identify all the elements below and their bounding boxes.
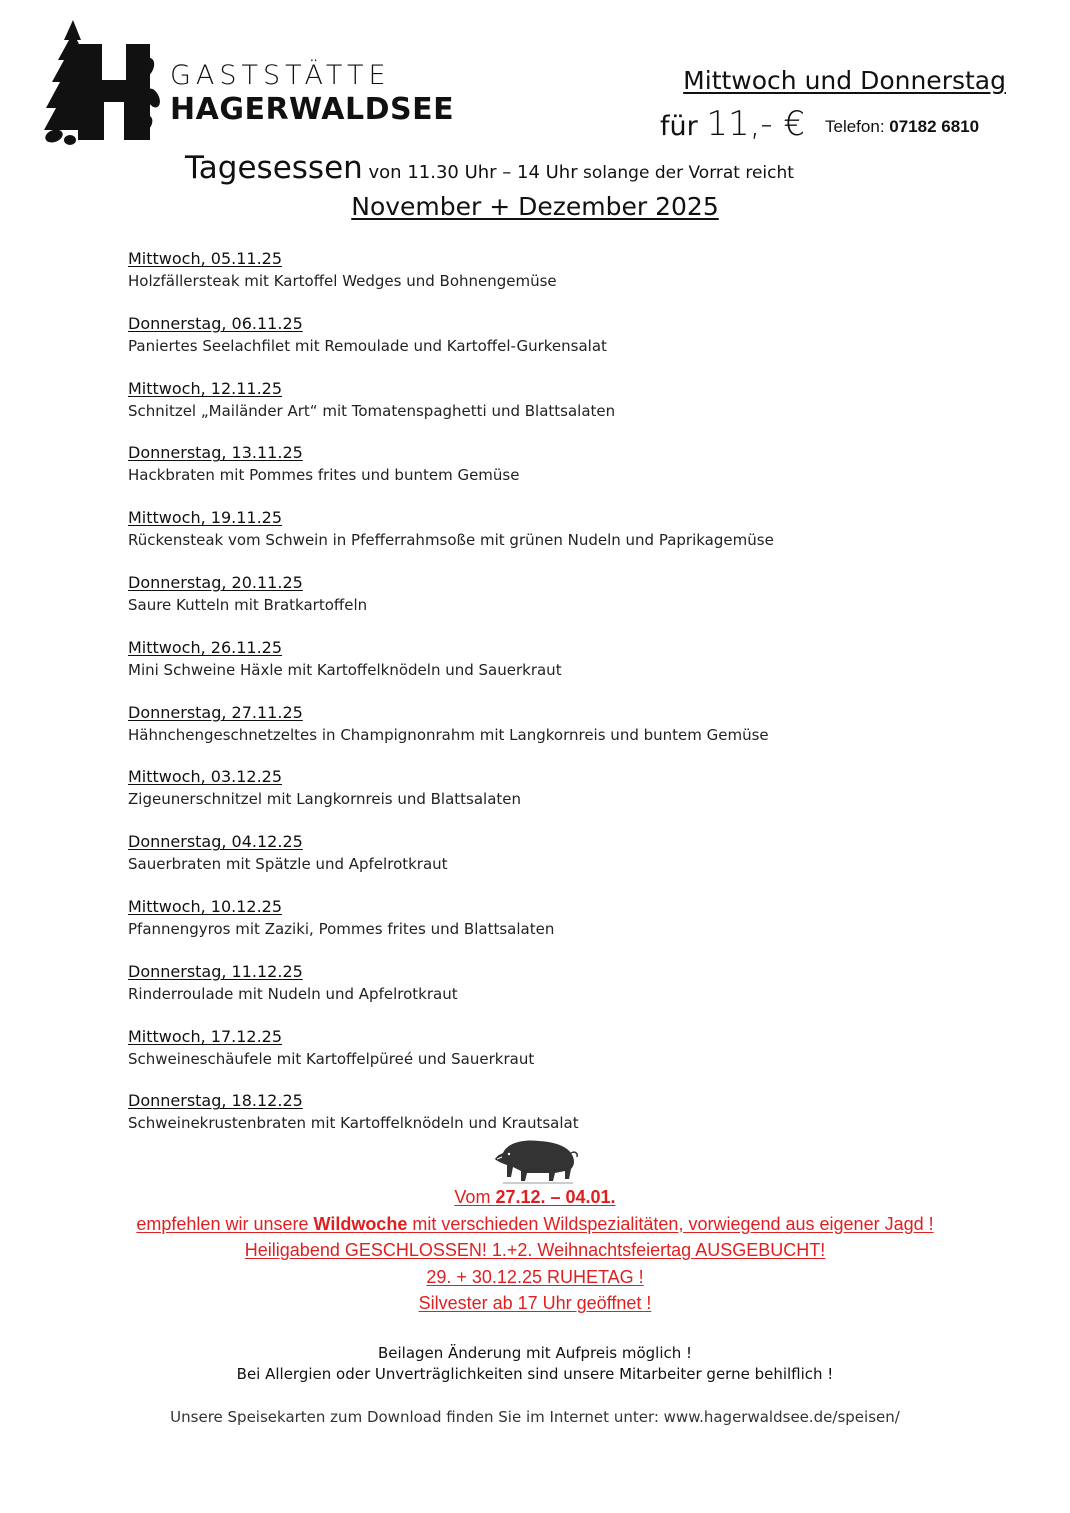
phone-number: 07182 6810 (889, 117, 980, 136)
phone-label: Telefon: (825, 117, 890, 136)
menu-date: Donnerstag, 18.12.25 (128, 1091, 303, 1111)
menu-item (128, 378, 948, 443)
hagerwaldsee-logo (40, 18, 160, 146)
menu-list (128, 248, 948, 1155)
menu-period: November + Dezember 2025 (351, 192, 719, 221)
brand-line-1: GASTSTÄTTE (170, 60, 391, 91)
menu-date: Mittwoch, 10.12.25 (128, 896, 283, 916)
page-heading (185, 150, 794, 186)
price (660, 104, 805, 144)
notice-recommend-pre: empfehlen wir unsere (136, 1213, 314, 1234)
wild-boar-icon (493, 1133, 579, 1185)
menu-dish: Saure Kutteln mit Bratkartoffeln (128, 595, 368, 614)
menu-date: Mittwoch, 03.12.25 (128, 767, 283, 787)
menu-item (128, 572, 948, 637)
notice-holidays: Heiligabend GESCHLOSSEN! 1.+2. Weihnachtsfeiertag AUSGEBUCHT! (244, 1240, 826, 1260)
heading-tail: solange der Vorrat reicht (577, 163, 794, 183)
menu-dish: Holzfällersteak mit Kartoffel Wedges und Bohnengemüse (128, 272, 557, 290)
notice-from-label: Vom (454, 1187, 496, 1207)
menu-date: Donnerstag, 11.12.25 (128, 961, 303, 981)
price-amount: 11,- € (706, 104, 806, 144)
notice-recommend-post: mit verschieden Wildspezialitäten, vorwiegend aus eigener Jagd ! (407, 1213, 934, 1234)
menu-date: Donnerstag, 06.11.25 (128, 313, 303, 333)
heading-time: von 11.30 Uhr – 14 Uhr (362, 162, 578, 183)
menu-dish: Paniertes Seelachfilet mit Remoulade und Kartoffel-Gurkensalat (128, 336, 607, 355)
menu-item (128, 442, 948, 507)
menu-date: Mittwoch, 17.12.25 (128, 1026, 283, 1046)
sides-note: Beilagen Änderung mit Aufpreis möglich ! (377, 1344, 693, 1362)
menu-dish: Schnitzel „Mailänder Art“ mit Tomatenspaghetti und Blattsalaten (128, 401, 616, 420)
menu-item (128, 248, 948, 313)
menu-date: Donnerstag, 13.11.25 (128, 443, 303, 463)
menu-item (128, 702, 948, 767)
menu-date: Mittwoch, 12.11.25 (128, 378, 283, 398)
menu-item (128, 766, 948, 831)
menu-dish: Schweinekrustenbraten mit Kartoffelknödeln und Krautsalat (128, 1114, 579, 1133)
holiday-notice (0, 1184, 1070, 1317)
menu-date: Mittwoch, 05.11.25 (128, 249, 283, 268)
menu-date: Donnerstag, 27.11.25 (128, 702, 303, 722)
notice-rest-day: 29. + 30.12.25 RUHETAG ! (426, 1266, 644, 1287)
menu-item (128, 313, 948, 378)
menu-dish: Schweineschäufele mit Kartoffelpüreé und Sauerkraut (128, 1049, 535, 1068)
menu-dish: Rückensteak vom Schwein in Pfefferrahmsoße mit grünen Nudeln und Paprikagemüse (128, 531, 774, 550)
menu-dish: Pfannengyros mit Zaziki, Pommes frites und Blattsalaten (128, 919, 555, 938)
menu-item (128, 831, 948, 896)
brand-name: HAGERWALDSEE (170, 92, 455, 127)
menu-date: Mittwoch, 26.11.25 (128, 637, 283, 657)
menu-item (128, 896, 948, 961)
menu-dish: Hackbraten mit Pommes frites und buntem Gemüse (128, 466, 520, 485)
download-note: Unsere Speisekarten zum Download finden Sie im Internet unter: www.hagerwaldsee.de/speisen/ (170, 1408, 900, 1426)
menu-dish: Sauerbraten mit Spätzle und Apfelrotkraut (128, 855, 448, 874)
menu-date: Donnerstag, 20.11.25 (128, 572, 303, 592)
notice-wildwoche-dates (0, 1184, 1070, 1211)
menu-item (128, 507, 948, 572)
notice-from-dates: 27.12. – 04.01. (495, 1187, 616, 1207)
notice-silvester: Silvester ab 17 Uhr geöffnet ! (418, 1293, 652, 1313)
menu-date: Donnerstag, 04.12.25 (128, 832, 303, 852)
serving-days: Mittwoch und Donnerstag (683, 66, 1006, 95)
heading-title: Tagesessen (185, 150, 363, 186)
menu-item (128, 961, 948, 1026)
menu-item (128, 637, 948, 702)
allergy-note: Bei Allergien oder Unverträglichkeiten sind unsere Mitarbeiter gerne behilflich ! (236, 1365, 834, 1383)
notice-recommend-bold: Wildwoche (313, 1213, 408, 1234)
price-prefix: für (660, 111, 707, 142)
phone (825, 117, 979, 137)
menu-dish: Hähnchengeschnetzeltes in Champignonrahm mit Langkornreis und buntem Gemüse (128, 725, 769, 744)
menu-dish: Mini Schweine Häxle mit Kartoffelknödeln und Sauerkraut (128, 660, 562, 679)
notice-wildwoche (0, 1211, 1070, 1238)
menu-dish: Zigeunerschnitzel mit Langkornreis und Blattsalaten (128, 790, 522, 809)
menu-dish: Rinderroulade mit Nudeln und Apfelrotkraut (128, 984, 458, 1003)
menu-item (128, 1026, 948, 1091)
menu-date: Mittwoch, 19.11.25 (128, 508, 283, 528)
